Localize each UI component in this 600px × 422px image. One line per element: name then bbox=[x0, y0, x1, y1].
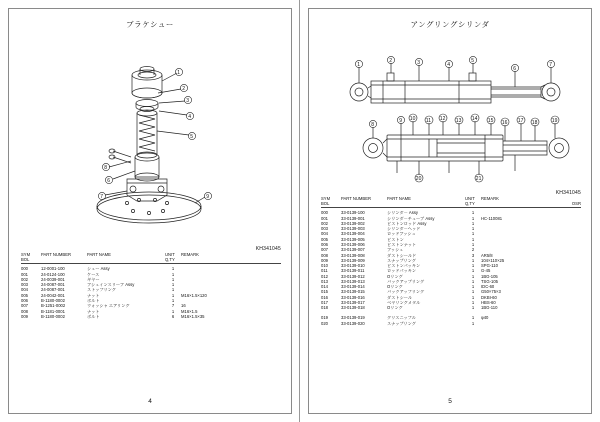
cell-remark: DKBI-60 bbox=[481, 295, 497, 300]
svg-text:4: 4 bbox=[447, 61, 451, 68]
cell-sym: 004 bbox=[321, 231, 328, 237]
th-part-name: PART NAME bbox=[387, 196, 411, 201]
cell-remark: M16×1.5×120 bbox=[181, 293, 207, 298]
cell-remark: 1BG-105 bbox=[481, 274, 498, 279]
cell-qty: 1 bbox=[471, 321, 475, 326]
cell-remark: IDC-60 bbox=[481, 284, 495, 290]
svg-text:8: 8 bbox=[104, 164, 108, 171]
cell-qty: 1 bbox=[471, 295, 475, 300]
th-unit: UNIT bbox=[165, 252, 175, 257]
cell-sym: 006 bbox=[321, 242, 328, 247]
cell-part-number: 33-0139-015 bbox=[341, 290, 365, 295]
cell-qty: 1 bbox=[171, 309, 175, 314]
svg-text:5: 5 bbox=[190, 133, 194, 140]
cell-part-name: ケース bbox=[87, 272, 100, 277]
th-bol: BOL bbox=[321, 200, 330, 206]
left-table-body bbox=[21, 267, 281, 320]
cell-qty: 1 bbox=[171, 293, 175, 298]
cell-part-number: 33-0139-016 bbox=[341, 295, 365, 300]
th-bol: BOL bbox=[21, 256, 30, 262]
cell-part-number: 24-0039-001 bbox=[41, 277, 65, 282]
cell-part-number: 33-0139-011 bbox=[341, 268, 365, 274]
cell-part-name: ストップリング bbox=[87, 287, 116, 293]
cell-qty: 1 bbox=[471, 284, 475, 290]
svg-text:19: 19 bbox=[551, 117, 558, 124]
cell-sym: 005 bbox=[321, 237, 328, 242]
cell-part-number: 24-0087-001 bbox=[41, 287, 65, 293]
cell-part-name: ギヤー bbox=[87, 277, 100, 282]
cell-part-number: 33-0139-019 bbox=[341, 316, 365, 321]
cell-qty: 2 bbox=[471, 247, 475, 253]
cell-sym: 004 bbox=[21, 287, 28, 293]
cell-part-name: ブシュインスリーブ Assy bbox=[87, 282, 135, 288]
cell-part-number: 33-0139-012 bbox=[341, 274, 365, 279]
cell-remark: TSG-105 bbox=[481, 279, 498, 284]
cell-qty: 1 bbox=[471, 210, 475, 216]
th-remark: REMARK bbox=[181, 252, 199, 257]
cell-sym: 015 bbox=[321, 290, 328, 295]
cell-remark: G-45 bbox=[481, 268, 491, 274]
cell-sym: 017 bbox=[321, 300, 328, 306]
left-page-sheet bbox=[8, 8, 292, 414]
th-part-number: PART NUMBER bbox=[41, 252, 72, 257]
cell-qty: 1 bbox=[171, 282, 175, 288]
svg-text:20: 20 bbox=[415, 175, 422, 182]
cell-sym: 007 bbox=[321, 247, 328, 253]
svg-text:5: 5 bbox=[471, 57, 475, 64]
svg-text:7: 7 bbox=[100, 193, 104, 200]
left-page-title: ブラケシュー bbox=[126, 20, 174, 29]
left-page-number: 4 bbox=[148, 398, 152, 405]
th-sym: SYM bbox=[21, 252, 31, 257]
right-model-code: KH341045 bbox=[555, 190, 581, 196]
cell-part-name: ピストンロッド Assy bbox=[387, 221, 427, 226]
cell-sym: 019 bbox=[321, 316, 328, 321]
cell-remark: G50×75×3 bbox=[481, 290, 501, 295]
right-page-number: 5 bbox=[448, 398, 452, 405]
cell-part-number: 33-0139-009 bbox=[341, 258, 365, 263]
cell-part-name: ロッドパッキン bbox=[387, 268, 417, 274]
cell-qty: 1 bbox=[471, 226, 475, 232]
svg-text:2: 2 bbox=[389, 57, 393, 64]
cell-part-name: ロッドブッシュ bbox=[387, 231, 416, 237]
table-row bbox=[21, 314, 281, 319]
cell-part-number: 33-0139-013 bbox=[341, 279, 365, 284]
th-remark: REMARK bbox=[481, 196, 499, 201]
cell-qty: 1 bbox=[471, 263, 475, 269]
cell-sym: 016 bbox=[321, 295, 328, 300]
cell-part-name: ナット bbox=[87, 293, 100, 298]
cell-qty: 1 bbox=[471, 316, 475, 321]
cell-sym: 000 bbox=[321, 210, 328, 216]
svg-text:3: 3 bbox=[417, 59, 421, 66]
cell-part-name: ナット bbox=[87, 309, 100, 314]
cell-sym: 013 bbox=[321, 279, 328, 284]
cell-part-name: スナップリング bbox=[387, 258, 416, 263]
cell-remark: AR5/8 bbox=[481, 253, 493, 258]
cell-part-name: Oリング bbox=[387, 305, 403, 311]
left-table-rule bbox=[21, 263, 281, 264]
svg-text:6: 6 bbox=[107, 177, 111, 184]
cell-sym: 014 bbox=[321, 284, 328, 290]
cell-part-name: ブッシュ bbox=[387, 247, 404, 253]
svg-text:21: 21 bbox=[475, 175, 482, 182]
th-part-number: PART NUMBER bbox=[341, 196, 372, 201]
cell-part-number: 33-0139-010 bbox=[341, 263, 365, 269]
cell-part-name: ベヤリングメタル bbox=[387, 300, 421, 306]
cell-sym: 001 bbox=[321, 216, 328, 221]
cell-part-number: 33-0139-014 bbox=[341, 284, 365, 290]
cell-sym: 009 bbox=[321, 258, 328, 263]
cell-qty: 7 bbox=[171, 303, 175, 309]
cell-part-name: ボルト bbox=[87, 298, 100, 303]
svg-text:17: 17 bbox=[517, 117, 524, 124]
cell-qty: 1 bbox=[171, 266, 175, 272]
cell-sym: 010 bbox=[321, 263, 328, 269]
angling-cylinder-drawing bbox=[309, 31, 591, 186]
cell-qty: 1 bbox=[471, 258, 475, 263]
cell-qty: 1 bbox=[471, 237, 475, 242]
svg-text:13: 13 bbox=[455, 117, 462, 124]
cell-sym: 002 bbox=[21, 277, 28, 282]
th-part-name: PART NAME bbox=[87, 252, 111, 257]
cell-part-name: ボルト bbox=[87, 314, 100, 319]
cell-part-name: ダストシール bbox=[387, 295, 413, 300]
cell-qty: 3 bbox=[471, 253, 475, 258]
cell-part-number: 33-0139-007 bbox=[341, 247, 365, 253]
cell-part-name: バックアップリング bbox=[387, 290, 425, 295]
cell-sym: 008 bbox=[21, 309, 28, 314]
cell-part-name: シリンダ－チューブ Assy bbox=[387, 216, 435, 221]
cell-sym: 003 bbox=[321, 226, 328, 232]
svg-text:1: 1 bbox=[357, 61, 361, 68]
th-qty: Q,TY bbox=[465, 200, 475, 206]
cell-part-name: ダストシールド bbox=[387, 253, 417, 258]
cell-part-number: 24-0042-001 bbox=[41, 293, 65, 298]
cell-sym: 006 bbox=[21, 298, 28, 303]
right-page-title: アングリングシリンダ bbox=[410, 20, 490, 29]
cell-part-number: 24-0087-001 bbox=[41, 282, 65, 288]
right-table-body bbox=[321, 211, 581, 327]
svg-text:8: 8 bbox=[371, 121, 375, 128]
cell-sym: 020 bbox=[321, 321, 328, 326]
cell-sym: 008 bbox=[321, 253, 328, 258]
left-model-code: KH341045 bbox=[255, 246, 281, 252]
right-page bbox=[300, 0, 600, 422]
cell-remark bbox=[481, 321, 581, 326]
cell-qty: 1 bbox=[471, 279, 475, 284]
bracket-shoe-drawing bbox=[9, 31, 291, 226]
cell-qty: 1 bbox=[471, 290, 475, 295]
svg-text:4: 4 bbox=[188, 113, 192, 120]
cell-part-name: ピストンナット bbox=[387, 242, 417, 247]
cell-remark: 1BG-110 bbox=[481, 305, 498, 311]
cell-part-number: 24-0124-100 bbox=[41, 272, 65, 277]
cell-part-name: スナップリング bbox=[387, 321, 416, 326]
svg-text:1: 1 bbox=[177, 69, 181, 76]
left-parts-table bbox=[21, 253, 281, 320]
cell-qty: 1 bbox=[471, 300, 475, 306]
cell-qty: 1 bbox=[471, 242, 475, 247]
svg-text:10: 10 bbox=[409, 115, 416, 122]
cell-part-name: Oリング bbox=[387, 274, 403, 279]
cell-sym: 018 bbox=[321, 305, 328, 311]
cell-remark: M16×1.5×35 bbox=[181, 314, 205, 319]
svg-text:11: 11 bbox=[425, 117, 432, 124]
cell-part-number: B-1181-0001 bbox=[41, 309, 65, 314]
cell-qty: 1 bbox=[471, 305, 475, 311]
cell-part-number: 12-0001-100 bbox=[41, 266, 65, 272]
svg-text:2: 2 bbox=[182, 85, 186, 92]
cell-part-number: 33-0139-006 bbox=[341, 242, 365, 247]
cell-part-name: シリンダ－ Assy bbox=[387, 210, 419, 216]
svg-text:9: 9 bbox=[206, 193, 210, 200]
svg-text:9: 9 bbox=[399, 117, 403, 124]
right-parts-table bbox=[321, 197, 581, 327]
cell-part-number: 33-0139-001 bbox=[341, 216, 365, 221]
cell-sym: 002 bbox=[321, 221, 328, 226]
th-extra-header: OSR bbox=[571, 200, 581, 206]
cell-qty: 1 bbox=[171, 298, 175, 303]
cell-part-name: シュー Assy bbox=[87, 266, 110, 272]
cell-part-number: 33-0139-017 bbox=[341, 300, 365, 306]
cell-qty: 1 bbox=[471, 274, 475, 279]
svg-text:14: 14 bbox=[471, 115, 478, 122]
cell-part-name: ピストンパッキン bbox=[387, 263, 421, 269]
cell-part-name: バックアップリング bbox=[387, 279, 425, 284]
cell-part-number: B-1251-0002 bbox=[41, 303, 66, 309]
cell-part-number: 33-0139-018 bbox=[341, 305, 365, 311]
table-row bbox=[321, 321, 581, 326]
cell-part-number: B-1180-0002 bbox=[41, 298, 65, 303]
cell-remark: SPG-110 bbox=[481, 263, 498, 269]
svg-text:6: 6 bbox=[513, 65, 517, 72]
svg-text:7: 7 bbox=[549, 61, 553, 68]
cell-qty: 1 bbox=[471, 231, 475, 237]
cell-qty: 1 bbox=[471, 221, 475, 226]
cell-sym: 005 bbox=[21, 293, 28, 298]
cell-sym: 012 bbox=[321, 274, 328, 279]
cell-part-number: 33-0139-002 bbox=[341, 221, 365, 226]
cell-qty: 6 bbox=[171, 314, 175, 319]
svg-text:12: 12 bbox=[439, 115, 446, 122]
cell-part-number: 33-0139-020 bbox=[341, 321, 365, 326]
cell-remark: 104×110×25 bbox=[481, 258, 505, 263]
cell-part-number: 33-0139-003 bbox=[341, 226, 365, 232]
cell-sym: 011 bbox=[321, 268, 328, 274]
cell-qty: 1 bbox=[171, 287, 175, 293]
svg-text:16: 16 bbox=[501, 119, 508, 126]
cell-part-name: ウォッシャ エアリング bbox=[87, 303, 130, 309]
th-sym: SYM bbox=[321, 196, 331, 201]
cell-sym: 001 bbox=[21, 272, 28, 277]
cell-part-number: 33-0139-005 bbox=[341, 237, 365, 242]
th-qty: Q,TY bbox=[165, 256, 175, 262]
cell-qty: 1 bbox=[171, 277, 175, 282]
cell-part-number: B-1180-0002 bbox=[41, 314, 65, 319]
cell-remark: HBS-60 bbox=[481, 300, 496, 306]
cell-part-number: 33-0139-004 bbox=[341, 231, 365, 237]
svg-text:18: 18 bbox=[531, 119, 538, 126]
cell-remark: HC-110081 bbox=[481, 216, 503, 221]
cell-part-name: シリンダ－ヘッド bbox=[387, 226, 421, 232]
cell-part-name: ピストン bbox=[387, 237, 404, 242]
cell-part-number: 33-0139-008 bbox=[341, 253, 365, 258]
cell-sym: 007 bbox=[21, 303, 28, 309]
cell-remark: M16×1.5 bbox=[181, 309, 198, 314]
cell-qty: 1 bbox=[471, 216, 475, 221]
right-page-sheet bbox=[308, 8, 592, 414]
th-unit: UNIT bbox=[465, 196, 475, 201]
cell-sym: 003 bbox=[21, 282, 28, 288]
cell-part-name: Oリング bbox=[387, 284, 403, 290]
cell-part-name: グリスニップル bbox=[387, 316, 416, 321]
cell-sym: 009 bbox=[21, 314, 28, 319]
svg-text:15: 15 bbox=[487, 117, 494, 124]
cell-remark: 16 bbox=[181, 303, 186, 309]
svg-text:3: 3 bbox=[186, 97, 190, 104]
cell-sym: 000 bbox=[21, 266, 28, 272]
right-table-rule bbox=[321, 207, 581, 208]
cell-qty: 1 bbox=[171, 272, 175, 277]
cell-part-number: 33-0139-100 bbox=[341, 210, 365, 216]
cell-remark: φ40 bbox=[481, 316, 489, 321]
cell-qty: 1 bbox=[471, 268, 475, 274]
